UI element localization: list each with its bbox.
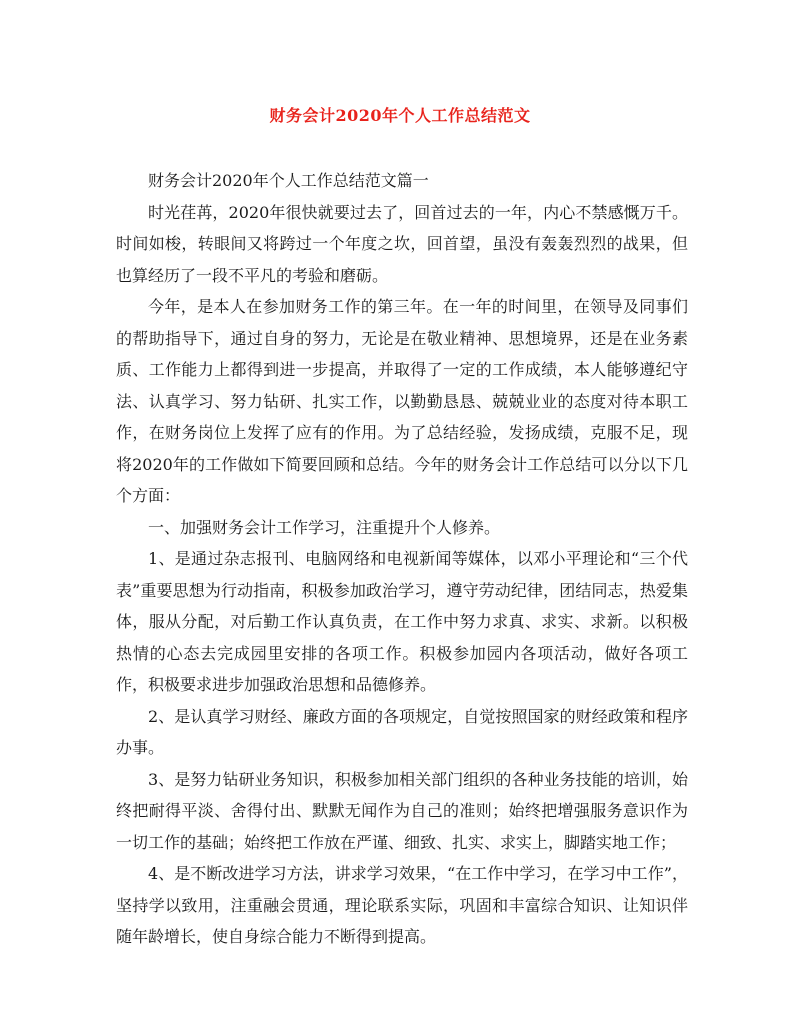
paragraph: 时光荏苒，2020年很快就要过去了，回首过去的一年，内心不禁感慨万千。时间如梭，转眼间又将跨过一个年度之坎，回首望，虽没有轰轰烈烈的战果，但也算经历了一段不平凡的考验和磨砺。	[116, 202, 688, 285]
list-item: 2、是认真学习财经、廉政方面的各项规定，自觉按照国家的财经政策和程序办事。	[116, 706, 688, 757]
list-item: 3、是努力钻研业务知识，积极参加相关部门组织的各种业务技能的培训，始终把耐得平淡、舍得付出、默默无闻作为自己的准则；始终把增强服务意识作为一切工作的基础；始终把工作放在严谨、细致、扎实、求实上，脚踏实地工作；	[116, 769, 688, 852]
list-item: 4、是不断改进学习方法，讲求学习效果，“在工作中学习，在学习中工作”，坚持学以致用，注重融会贯通，理论联系实际，巩固和丰富综合知识、让知识伴随年龄增长，使自身综合能力不断得到提高。	[116, 864, 688, 946]
list-item: 1、是通过杂志报刊、电脑网络和电视新闻等媒体，以邓小平理论和“三个代表”重要思想为行动指南，积极参加政治学习，遵守劳动纪律，团结同志，热爱集体，服从分配，对后勤工作认真负责，在工作中努力求真、求实、求新。以积极热情的心态去完成园里安排的各项工作。积极参加园内各项活动，做好各项工作，积极要求进步加强政治思想和品德修养。	[116, 549, 688, 694]
document-title: 财务会计2020年个人工作总结范文	[269, 106, 531, 125]
section-heading: 一、加强财务会计工作学习，注重提升个人修养。	[148, 517, 501, 537]
document-body	[116, 165, 688, 953]
paragraph: 今年，是本人在参加财务工作的第三年。在一年的时间里，在领导及同事们的帮助指导下，通过自身的努力，无论是在敬业精神、思想境界，还是在业务素质、工作能力上都得到进一步提高，并取得了一定的工作成绩，本人能够遵纪守法、认真学习、努力钻研、扎实工作，以勤勤恳恳、兢兢业业的态度对待本职工作，在财务岗位上发挥了应有的作用。为了总结经验，发扬成绩，克服不足，现将2020年的工作做如下简要回顾和总结。今年的财务会计工作总结可以分以下几个方面：	[116, 297, 688, 505]
section-heading: 财务会计2020年个人工作总结范文篇一	[148, 171, 429, 190]
